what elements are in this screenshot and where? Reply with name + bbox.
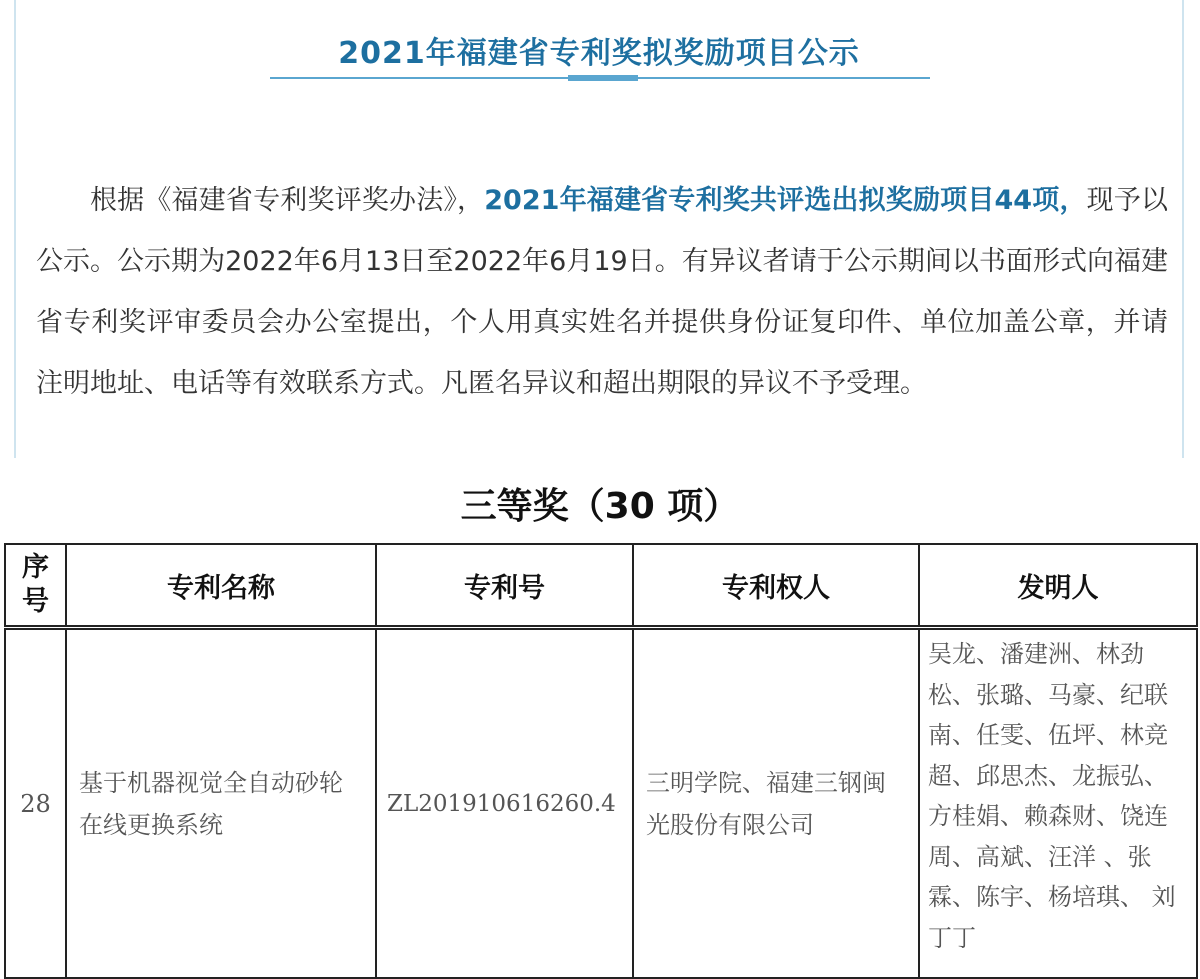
notice-body-rest: 现予以公示。公示期为2022年6月13日至2022年6月19日。有异议者请于公示期间以书面形式向福建省专利奖评审委员会办公室提出，个人用真实姓名并提供身份证复印件、单位加盖公章，并请注明地址、电话等有效联系方式。凡匿名异议和超出期限的异议不予受理。 [36, 185, 1169, 399]
header-holder: 专利权人 [633, 544, 919, 628]
table-header-row [5, 544, 1197, 628]
table-row [5, 628, 1197, 979]
cell-number: ZL201910616260.4 [376, 628, 633, 979]
title-underline-accent [568, 75, 638, 81]
notice-title: 2021年福建省专利奖拟奖励项目公示 [338, 36, 860, 71]
header-number: 专利号 [376, 544, 633, 628]
header-no [5, 544, 66, 628]
header-no-line1: 序 [22, 552, 49, 583]
header-name: 专利名称 [66, 544, 376, 628]
cell-holder: 三明学院、福建三钢闽光股份有限公司 [633, 628, 919, 979]
cell-no: 28 [5, 628, 66, 979]
section-title: 三等奖（30 项） [460, 486, 740, 527]
award-table [4, 543, 1198, 979]
notice-body [36, 170, 1168, 414]
cell-name: 基于机器视觉全自动砂轮在线更换系统 [66, 628, 376, 979]
header-no-line2: 号 [22, 586, 49, 617]
header-inventors: 发明人 [919, 544, 1197, 628]
notice-body-highlight: 2021年福建省专利奖共评选出拟奖励项目44项， [484, 185, 1087, 216]
notice-body-prefix: 根据《福建省专利奖评奖办法》， [90, 185, 485, 216]
notice-panel [14, 0, 1184, 458]
cell-inventors: 吴龙、潘建洲、林劲松、张璐、马豪、纪联南、任雯、伍坪、林竞超、邱思杰、龙振弘、方桂娟、赖森财、饶连周、高斌、汪洋 、张霖、陈宇、杨培琪、 刘丁丁 [919, 628, 1197, 979]
